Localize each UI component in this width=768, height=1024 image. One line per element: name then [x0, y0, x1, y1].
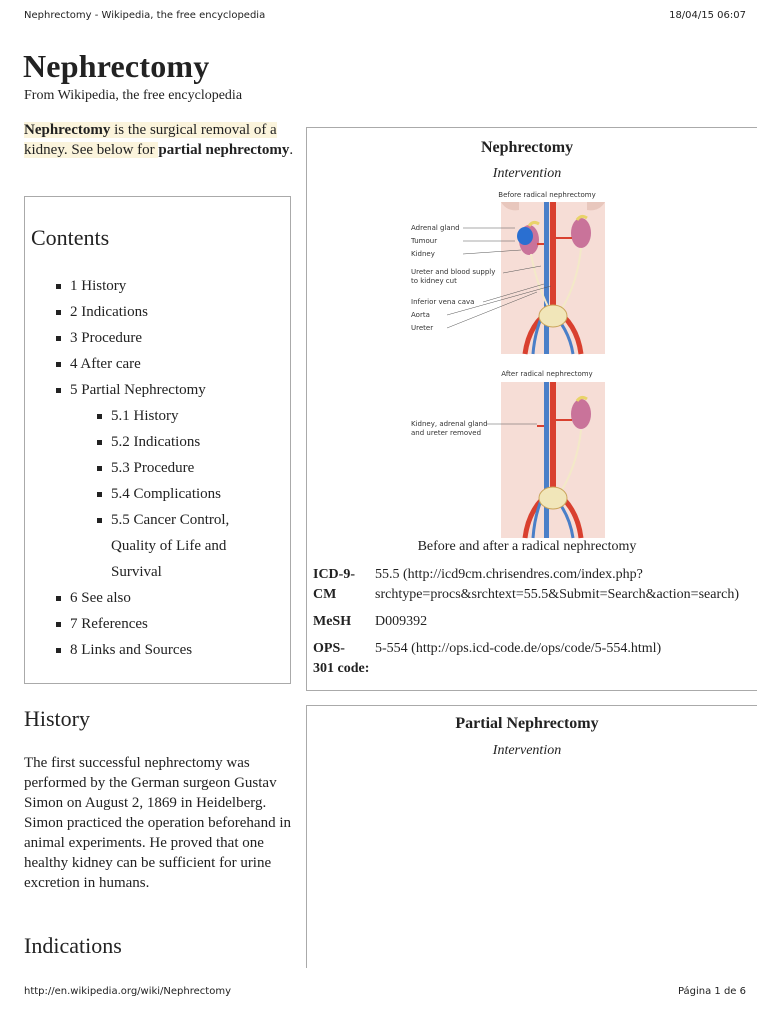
label-adrenal-gland: Adrenal gland: [411, 224, 460, 232]
toc-item[interactable]: 2 Indications: [25, 299, 290, 325]
toc-list: [25, 273, 290, 663]
ops-link[interactable]: 5-554 (http://ops.icd-code.de/ops/code/5-554.html): [375, 641, 662, 656]
infobox-title: Nephrectomy: [480, 139, 574, 156]
after-kidney-right: [571, 399, 591, 429]
before-aorta: [550, 202, 556, 312]
icd9-link-cont[interactable]: srchtype=procs&srchtext=55.5&Submit=Search&action=search): [375, 587, 739, 602]
toc-item[interactable]: 5.4 Complications: [25, 481, 290, 507]
toc-item[interactable]: 5.2 Indications: [25, 429, 290, 455]
toc-item[interactable]: 1 History: [25, 273, 290, 299]
history-paragraph: The first successful nephrectomy was performed by the German surgeon Gustav Simon on August 2, 1869 in Heidelberg. Simon practiced the operation beforehand in animal experiments. He proved that one healthy kidney can be sufficient for urine excretion in humans.: [24, 755, 291, 891]
page-tab-title: Nephrectomy - Wikipedia, the free encyclopedia: [24, 10, 266, 21]
history-heading: History: [24, 706, 90, 731]
before-label: Before radical nephrectomy: [498, 191, 596, 199]
infobox-row-mesh: [313, 612, 753, 634]
print-timestamp: 18/04/15 06:07: [669, 10, 746, 21]
label-inferior-vena-cava: Inferior vena cava: [411, 298, 475, 306]
mesh-link[interactable]: D009392: [375, 614, 428, 629]
partial-nephrectomy-link[interactable]: partial nephrectomy: [158, 142, 290, 158]
infobox-nephrectomy: [306, 127, 757, 691]
label-kidney-removed-2: and ureter removed: [411, 429, 482, 437]
infobox2-title: Partial Nephrectomy: [455, 715, 599, 732]
toc-item[interactable]: 7 References: [25, 611, 290, 637]
nephrectomy-diagram: [407, 188, 647, 540]
row-key-mesh: MeSH: [313, 614, 352, 629]
infobox-row-ops: [313, 639, 753, 681]
icd9-link[interactable]: 55.5 (http://icd9cm.chrisendres.com/index.php?: [375, 567, 643, 582]
before-kidney-right: [571, 218, 591, 248]
row-key-icd9-line1: ICD-9-: [313, 567, 355, 582]
toc-item[interactable]: Survival: [111, 564, 162, 580]
page-subtitle: From Wikipedia, the free encyclopedia: [24, 88, 243, 103]
toc-item[interactable]: 8 Links and Sources: [25, 637, 290, 663]
intro-text-2: .: [289, 142, 294, 158]
toc-heading: Contents: [31, 225, 110, 250]
row-key-ops-line1: OPS-: [313, 641, 345, 656]
toc-item[interactable]: Quality of Life and: [111, 538, 227, 554]
toc-item[interactable]: 5 Partial Nephrectomy: [25, 377, 290, 403]
table-of-contents: [24, 196, 291, 684]
before-bladder: [539, 305, 567, 327]
infobox-row-icd9: [313, 565, 753, 607]
infobox-subtitle: Intervention: [492, 166, 562, 181]
page-url: http://en.wikipedia.org/wiki/Nephrectomy: [24, 986, 231, 997]
after-bladder: [539, 487, 567, 509]
print-footer: [0, 980, 768, 1010]
infobox-partial-nephrectomy: [306, 705, 757, 968]
label-tumour: Tumour: [411, 237, 438, 245]
label-kidney: Kidney: [411, 250, 435, 258]
label-to-kidney-cut: to kidney cut: [411, 277, 457, 285]
label-kidney-removed-1: Kidney, adrenal gland: [411, 420, 488, 428]
toc-item[interactable]: 4 After care: [25, 351, 290, 377]
intro-text-1: is the surgical removal of a kidney. See below for: [24, 122, 277, 158]
indications-heading: Indications: [24, 933, 122, 958]
toc-item[interactable]: 5.5 Cancer Control,: [25, 507, 290, 533]
infobox2-subtitle: Intervention: [492, 743, 562, 758]
label-ureter-blood-supply: Ureter and blood supply: [411, 268, 496, 276]
after-label: After radical nephrectomy: [501, 370, 593, 378]
toc-item[interactable]: 5.1 History: [25, 403, 290, 429]
intro-paragraph: [24, 120, 294, 160]
toc-item[interactable]: 5.3 Procedure: [25, 455, 290, 481]
before-tumour: [517, 227, 533, 245]
row-key-ops-line2: 301 code:: [313, 661, 370, 676]
toc-item[interactable]: 6 See also: [25, 585, 290, 611]
label-ureter: Ureter: [411, 324, 434, 332]
label-aorta: Aorta: [411, 311, 430, 319]
diagram-caption: Before and after a radical nephrectomy: [417, 539, 637, 554]
print-header: [0, 0, 768, 30]
toc-item[interactable]: 3 Procedure: [25, 325, 290, 351]
page-title: Nephrectomy: [23, 48, 210, 84]
after-aorta: [550, 382, 556, 494]
before-vena-cava: [544, 202, 549, 354]
page-count: Página 1 de 6: [677, 986, 746, 997]
intro-bold-term: Nephrectomy: [24, 122, 111, 138]
row-key-icd9-line2: CM: [313, 587, 337, 602]
after-vena-cava: [544, 382, 549, 538]
